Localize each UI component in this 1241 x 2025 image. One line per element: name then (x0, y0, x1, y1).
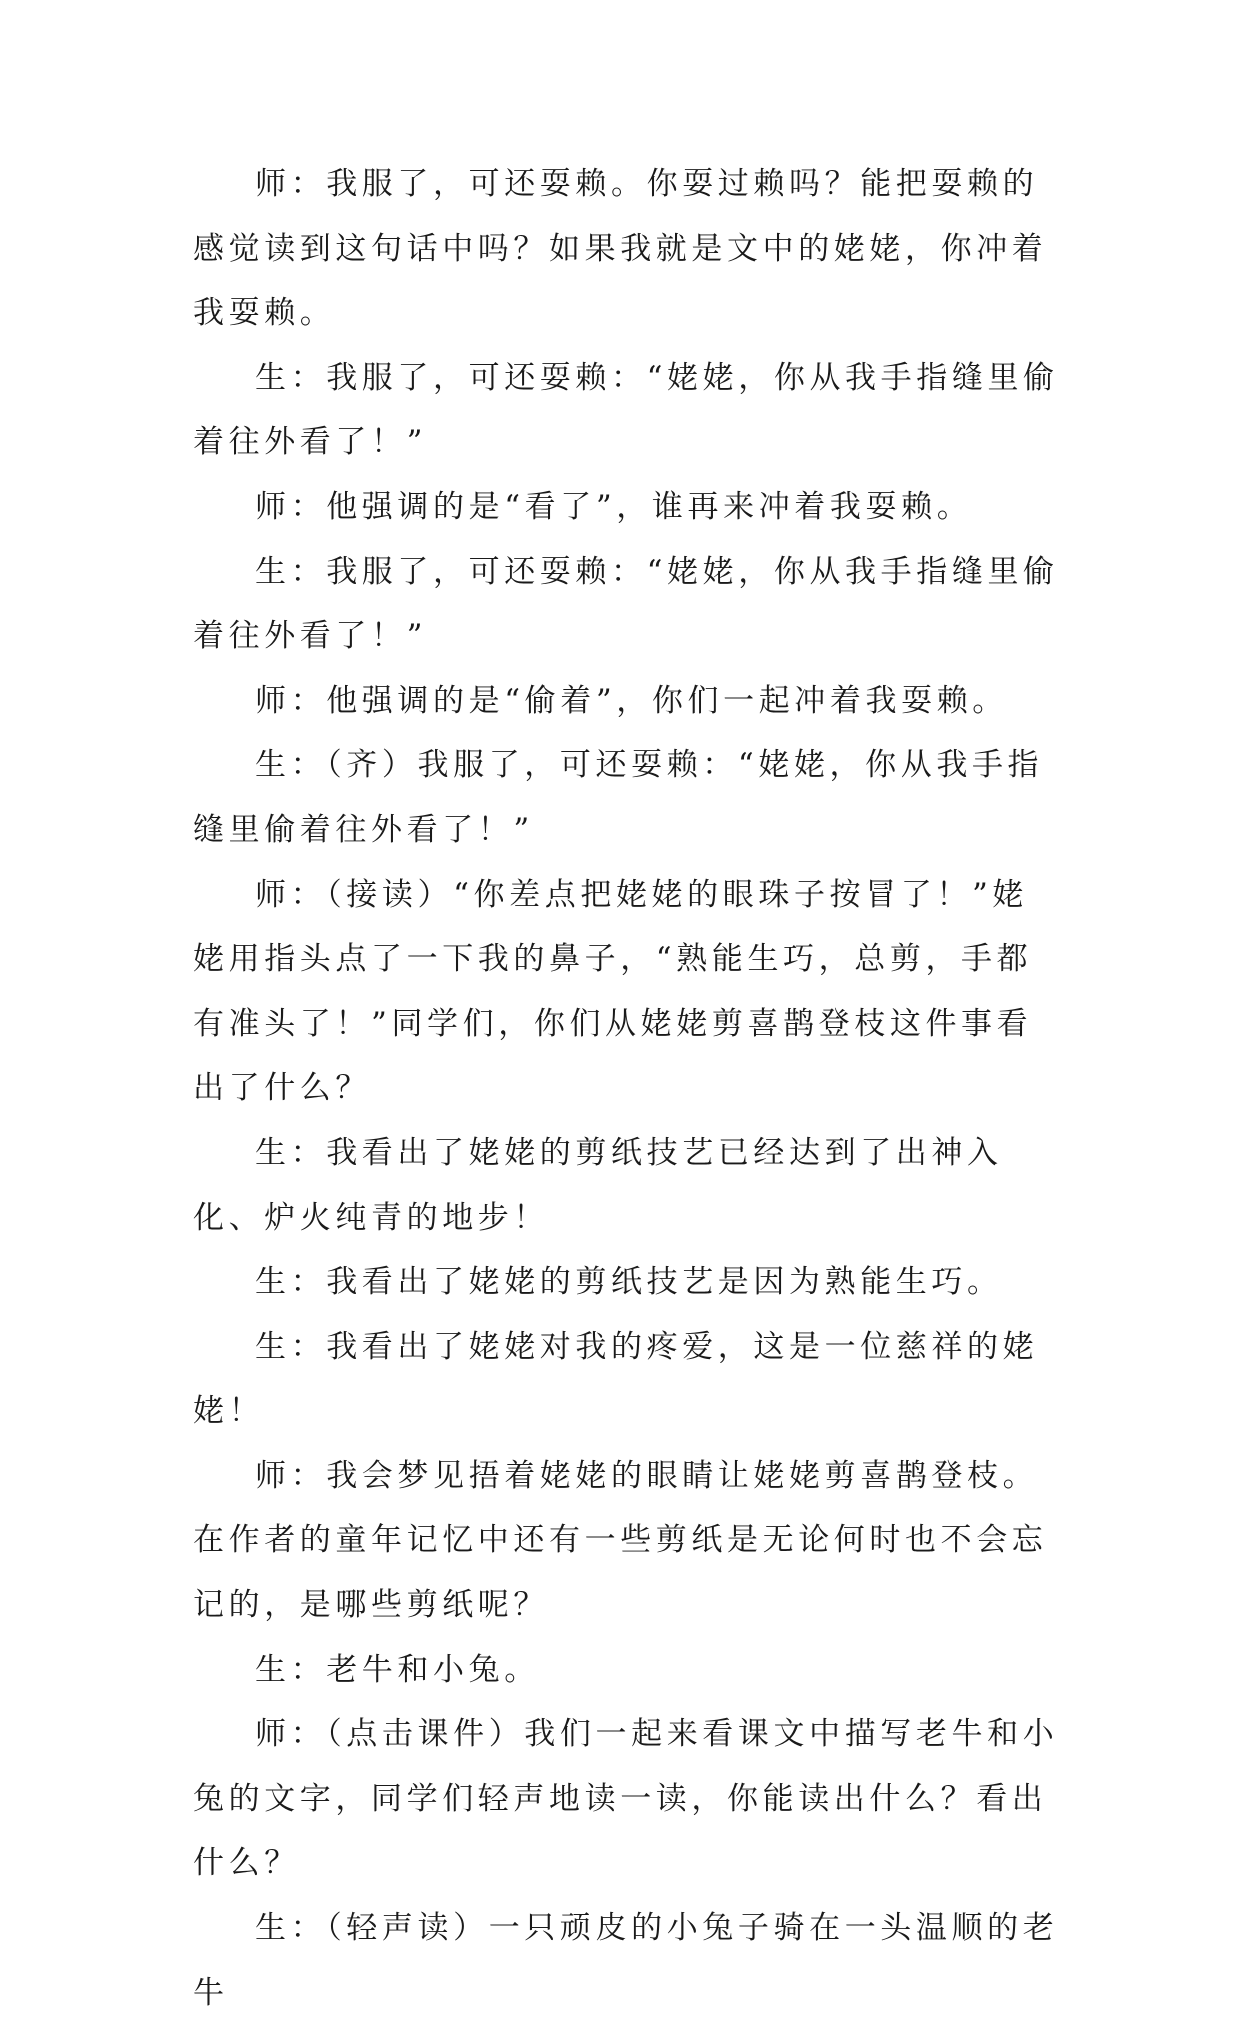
dialogue-paragraph-9: 生：我看出了姥姥的剪纸技艺是因为熟能生巧。 (255, 1264, 1003, 1301)
dialogue-paragraph-4: 生：我服了，可还耍赖：“姥姥，你从我手指缝里偷着往外看了！” (193, 553, 1059, 655)
document-body (193, 152, 1063, 2025)
dialogue-paragraph-5: 师：他强调的是“偷着”，你们一起冲着我耍赖。 (255, 682, 1008, 719)
dialogue-paragraph-10: 生：我看出了姥姥对我的疼爱，这是一位慈祥的姥姥！ (193, 1328, 1039, 1430)
dialogue-paragraph-7: 师：（接读）“你差点把姥姥的眼珠子按冒了！”姥姥用指头点了一下我的鼻子，“熟能生巧，总剪，手都有准头了！”同学们，你们从姥姥剪喜鹊登枝这件事看出了什么？ (193, 876, 1033, 1107)
dialogue-paragraph-12: 生：老牛和小兔。 (255, 1651, 540, 1688)
dialogue-paragraph-1: 师：我服了，可还耍赖。你耍过赖吗？能把耍赖的感觉读到这句话中吗？如果我就是文中的姥姥，你冲着我耍赖。 (193, 166, 1048, 332)
dialogue-paragraph-6: 生：（齐）我服了，可还耍赖：“姥姥，你从我手指缝里偷着往外看了！” (193, 747, 1044, 848)
dialogue-paragraph-11: 师：我会梦见捂着姥姥的眼睛让姥姥剪喜鹊登枝。在作者的童年记忆中还有一些剪纸是无论何时也不会忘记的，是哪些剪纸呢？ (193, 1457, 1048, 1624)
dialogue-paragraph-3: 师：他强调的是“看了”，谁再来冲着我耍赖。 (255, 488, 973, 525)
dialogue-paragraph-8: 生：我看出了姥姥的剪纸技艺已经达到了出神入化、炉火纯青的地步！ (193, 1134, 1003, 1236)
dialogue-paragraph-13: 师：（点击课件）我们一起来看课文中描写老牛和小兔的文字，同学们轻声地读一读，你能读出什么？看出什么？ (193, 1716, 1059, 1882)
dialogue-paragraph-14: 生：（轻声读）一只顽皮的小兔子骑在一头温顺的老牛 (193, 1910, 1059, 2011)
dialogue-paragraph-2: 生：我服了，可还耍赖：“姥姥，你从我手指缝里偷着往外看了！” (193, 359, 1059, 461)
